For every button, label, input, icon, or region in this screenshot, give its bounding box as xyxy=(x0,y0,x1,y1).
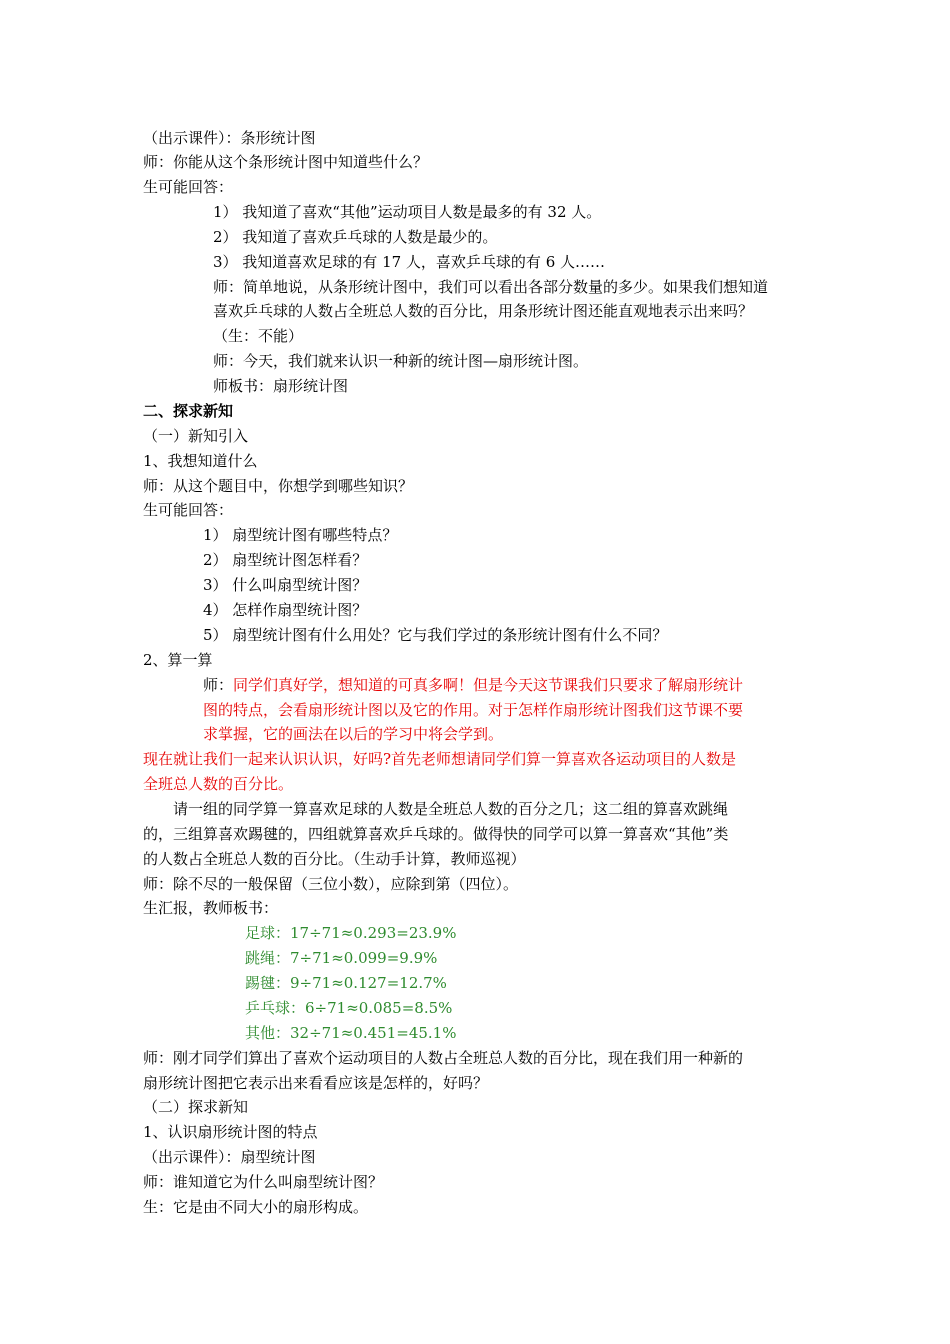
text-line: 生：它是由不同大小的扇形构成。 xyxy=(143,1198,369,1216)
subsection-heading: （二）探求新知 xyxy=(143,1098,249,1116)
list-item: 3） 我知道喜欢足球的有 17 人，喜欢乒乓球的有 6 人…… xyxy=(213,253,606,271)
speaker-label: 师： xyxy=(203,676,234,694)
list-item: 3） 什么叫扇型统计图？ xyxy=(203,576,368,594)
text-line: 师板书：扇形统计图 xyxy=(213,377,349,395)
text-line: 师：你能从这个条形统计图中知道些什么？ xyxy=(143,153,429,171)
calculation-line: 乒乓球：6÷71≈0.085=8.5% xyxy=(245,999,453,1017)
text-line: 师：刚才同学们算出了喜欢个运动项目的人数占全班总人数的百分比，现在我们用一种新的 xyxy=(143,1049,744,1067)
text-line: 师：今天，我们就来认识一种新的统计图—扇形统计图。 xyxy=(213,352,589,370)
text-line xyxy=(203,673,743,697)
text-line: （生：不能） xyxy=(213,327,304,345)
calculation-line: 跳绳：7÷71≈0.099=9.9% xyxy=(245,949,438,967)
text-line: 生可能回答： xyxy=(143,501,234,519)
calculation-line: 踢毽：9÷71≈0.127=12.7% xyxy=(245,974,447,992)
list-item: 2） 我知道了喜欢乒乓球的人数是最少的。 xyxy=(213,228,498,246)
list-item: 5） 扇型统计图有什么用处？它与我们学过的条形统计图有什么不同？ xyxy=(203,626,668,644)
text-line: （出示课件）：条形统计图 xyxy=(143,129,316,147)
subsection-heading: （一）新知引入 xyxy=(143,427,249,445)
text-line: 生汇报，教师板书： xyxy=(143,899,279,917)
text-line: 的，三组算喜欢踢毽的，四组就算喜欢乒乓球的。做得快的同学可以算一算喜欢“其他”类 xyxy=(143,825,729,843)
text-line: 扇形统计图把它表示出来看看应该是怎样的，好吗？ xyxy=(143,1074,489,1092)
list-item: 1） 扇型统计图有哪些特点？ xyxy=(203,526,398,544)
text-line: 生可能回答： xyxy=(143,178,234,196)
text-line: 师：从这个题目中，你想学到哪些知识？ xyxy=(143,477,414,495)
list-item: 4） 怎样作扇型统计图？ xyxy=(203,601,368,619)
section-heading: 二、探求新知 xyxy=(143,402,234,420)
text-line: 师：谁知道它为什么叫扇型统计图？ xyxy=(143,1173,384,1191)
subsection-heading: 2、算一算 xyxy=(143,651,213,669)
highlighted-text: 图的特点，会看扇形统计图以及它的作用。对于怎样作扇形统计图我们这节课不要 xyxy=(203,701,744,719)
text-line: 师：除不尽的一般保留（三位小数），应除到第（四位）。 xyxy=(143,875,519,893)
highlighted-text: 现在就让我们一起来认识认识，好吗?首先老师想请同学们算一算喜欢各运动项目的人数是 xyxy=(143,750,737,768)
highlighted-text: 全班总人数的百分比。 xyxy=(143,775,294,793)
text-line: 请一组的同学算一算喜欢足球的人数是全班总人数的百分之几；这二组的算喜欢跳绳 xyxy=(173,800,729,818)
list-item: 2） 扇型统计图怎样看？ xyxy=(203,551,368,569)
text-line: 师：简单地说，从条形统计图中，我们可以看出各部分数量的多少。如果我们想知道 xyxy=(213,278,769,296)
subsection-heading: 1、我想知道什么 xyxy=(143,452,258,470)
subsection-heading: 1、认识扇形统计图的特点 xyxy=(143,1123,318,1141)
text-line: 的人数占全班总人数的百分比。（生动手计算，教师巡视） xyxy=(143,850,526,868)
calculation-line: 足球：17÷71≈0.293=23.9% xyxy=(245,924,457,942)
highlighted-text: 同学们真好学，想知道的可真多啊！但是今天这节课我们只要求了解扇形统计 xyxy=(233,676,744,694)
calculation-line: 其他：32÷71≈0.451=45.1% xyxy=(245,1024,457,1042)
list-item: 1） 我知道了喜欢“其他”运动项目人数是最多的有 32 人。 xyxy=(213,203,602,221)
highlighted-text: 求掌握，它的画法在以后的学习中将会学到。 xyxy=(203,725,504,743)
text-line: 喜欢乒乓球的人数占全班总人数的百分比，用条形统计图还能直观地表示出来吗？ xyxy=(213,302,754,320)
text-line: （出示课件）：扇型统计图 xyxy=(143,1148,316,1166)
